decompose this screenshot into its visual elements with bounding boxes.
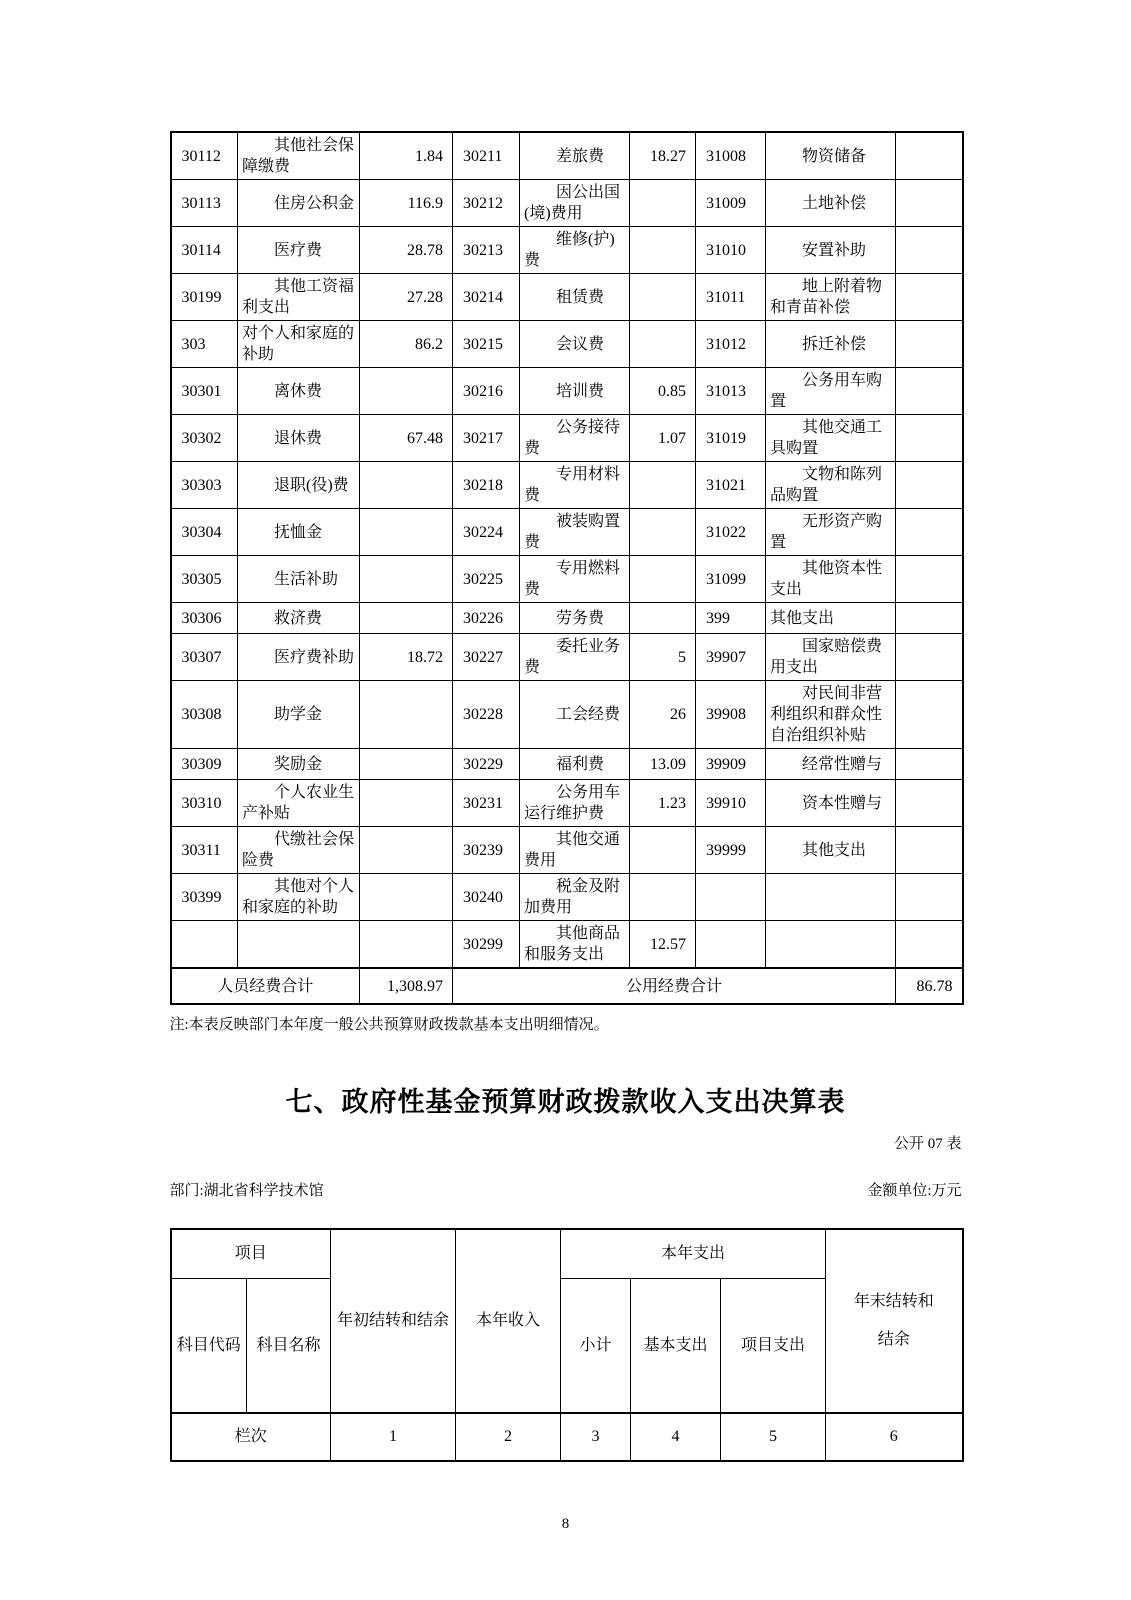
name-cell: 医疗费 (238, 227, 360, 274)
value-cell (896, 921, 963, 969)
value-cell (896, 180, 963, 227)
code-cell: 30199 (171, 274, 238, 321)
table-row (171, 274, 963, 321)
name-cell: 代缴社会保险费 (238, 827, 360, 874)
code-cell: 31021 (696, 462, 766, 509)
column-index-label: 栏次 (171, 1413, 331, 1461)
name-cell: 公务接待费 (520, 415, 630, 462)
code-cell: 30301 (171, 368, 238, 415)
value-cell: 86.2 (360, 321, 453, 368)
code-cell: 39909 (696, 749, 766, 780)
value-cell: 116.9 (360, 180, 453, 227)
value-cell (896, 509, 963, 556)
totals-row (171, 968, 963, 1004)
code-cell: 31099 (696, 556, 766, 603)
column-index-row (171, 1413, 963, 1461)
gov-fund-budget-table (170, 1228, 964, 1462)
code-cell: 39907 (696, 634, 766, 681)
name-cell: 资本性赠与 (766, 780, 896, 827)
code-cell: 30218 (453, 462, 520, 509)
value-cell: 1.84 (360, 132, 453, 180)
code-cell: 30299 (453, 921, 520, 969)
public-total-value: 86.78 (896, 968, 963, 1004)
value-cell: 1.07 (630, 415, 696, 462)
value-cell (360, 681, 453, 749)
code-cell: 30307 (171, 634, 238, 681)
value-cell (896, 749, 963, 780)
name-cell: 住房公积金 (238, 180, 360, 227)
code-cell: 30240 (453, 874, 520, 921)
subtotal-header: 小计 (561, 1279, 631, 1414)
value-cell (896, 274, 963, 321)
table-row (171, 634, 963, 681)
name-cell: 土地补偿 (766, 180, 896, 227)
value-cell (360, 780, 453, 827)
column-index-1: 1 (331, 1413, 456, 1461)
name-cell: 福利费 (520, 749, 630, 780)
name-cell: 其他支出 (766, 827, 896, 874)
value-cell: 0.85 (630, 368, 696, 415)
code-cell: 30399 (171, 874, 238, 921)
name-cell: 其他工资福利支出 (238, 274, 360, 321)
name-cell: 文物和陈列品购置 (766, 462, 896, 509)
column-index-3: 3 (561, 1413, 631, 1461)
name-cell: 物资储备 (766, 132, 896, 180)
table-row (171, 462, 963, 509)
name-cell: 会议费 (520, 321, 630, 368)
name-cell: 奖励金 (238, 749, 360, 780)
value-cell (896, 368, 963, 415)
code-cell: 39908 (696, 681, 766, 749)
code-cell: 30308 (171, 681, 238, 749)
table-row (171, 874, 963, 921)
name-cell: 无形资产购置 (766, 509, 896, 556)
value-cell (360, 509, 453, 556)
table-row (171, 227, 963, 274)
code-cell: 399 (696, 603, 766, 634)
name-cell: 因公出国(境)费用 (520, 180, 630, 227)
personnel-total-label: 人员经费合计 (171, 968, 360, 1004)
code-cell: 31009 (696, 180, 766, 227)
public-table-label: 公开 07 表 (893, 1136, 962, 1152)
page-content (170, 0, 962, 1535)
project-expense-header: 项目支出 (721, 1279, 826, 1414)
table-row (171, 321, 963, 368)
value-cell (896, 462, 963, 509)
name-cell: 劳务费 (520, 603, 630, 634)
value-cell (360, 462, 453, 509)
code-cell: 30309 (171, 749, 238, 780)
code-cell: 31012 (696, 321, 766, 368)
value-cell (360, 368, 453, 415)
name-cell: 专用燃料费 (520, 556, 630, 603)
value-cell (630, 556, 696, 603)
year-expense-header: 本年支出 (561, 1229, 826, 1279)
name-cell (766, 874, 896, 921)
value-cell: 5 (630, 634, 696, 681)
value-cell (630, 509, 696, 556)
code-cell: 31013 (696, 368, 766, 415)
code-cell: 30306 (171, 603, 238, 634)
code-cell: 31022 (696, 509, 766, 556)
code-cell: 30239 (453, 827, 520, 874)
value-cell (896, 132, 963, 180)
code-cell: 30216 (453, 368, 520, 415)
value-cell (630, 274, 696, 321)
value-cell: 1.23 (630, 780, 696, 827)
value-cell (896, 321, 963, 368)
value-cell (630, 321, 696, 368)
column-index-4: 4 (631, 1413, 721, 1461)
code-cell (696, 921, 766, 969)
public-total-label: 公用经费合计 (453, 968, 896, 1004)
end-balance-header: 年末结转和结余 (826, 1229, 963, 1413)
value-cell (360, 556, 453, 603)
table-row (171, 603, 963, 634)
name-cell: 对个人和家庭的补助 (238, 321, 360, 368)
table-row (171, 921, 963, 969)
name-cell: 其他社会保障缴费 (238, 132, 360, 180)
value-cell (896, 681, 963, 749)
subject-name-header: 科目名称 (247, 1279, 331, 1414)
code-cell: 30310 (171, 780, 238, 827)
table-row (171, 180, 963, 227)
name-cell: 专用材料费 (520, 462, 630, 509)
value-cell (630, 462, 696, 509)
value-cell (896, 827, 963, 874)
value-cell (896, 603, 963, 634)
table-row (171, 556, 963, 603)
value-cell (896, 415, 963, 462)
name-cell: 工会经费 (520, 681, 630, 749)
name-cell: 其他商品和服务支出 (520, 921, 630, 969)
name-cell: 离休费 (238, 368, 360, 415)
value-cell: 67.48 (360, 415, 453, 462)
column-index-6: 6 (826, 1413, 963, 1461)
code-cell: 30215 (453, 321, 520, 368)
code-cell (171, 921, 238, 969)
value-cell: 18.72 (360, 634, 453, 681)
code-cell: 30226 (453, 603, 520, 634)
code-cell: 30114 (171, 227, 238, 274)
code-cell: 31011 (696, 274, 766, 321)
code-cell: 30311 (171, 827, 238, 874)
value-cell (360, 603, 453, 634)
name-cell: 维修(护)费 (520, 227, 630, 274)
name-cell: 其他交通费用 (520, 827, 630, 874)
name-cell: 退休费 (238, 415, 360, 462)
code-cell: 30227 (453, 634, 520, 681)
value-cell (896, 874, 963, 921)
table-note: 注:本表反映部门本年度一般公共预算财政拨款基本支出明细情况。 (169, 1017, 609, 1033)
name-cell: 税金及附加费用 (520, 874, 630, 921)
name-cell: 差旅费 (520, 132, 630, 180)
begin-balance-header: 年初结转和结余 (331, 1229, 456, 1413)
basic-expense-header: 基本支出 (631, 1279, 721, 1414)
personnel-total-value: 1,308.97 (360, 968, 453, 1004)
unit-label: 金额单位:万元 (867, 1183, 962, 1199)
name-cell: 抚恤金 (238, 509, 360, 556)
name-cell: 租赁费 (520, 274, 630, 321)
value-cell (630, 827, 696, 874)
value-cell (360, 749, 453, 780)
item-header: 项目 (171, 1229, 331, 1279)
page-number: 8 (561, 1516, 570, 1532)
name-cell (766, 921, 896, 969)
name-cell: 培训费 (520, 368, 630, 415)
code-cell: 31008 (696, 132, 766, 180)
section-title: 七、政府性基金预算财政拨款收入支出决算表 (285, 1087, 846, 1117)
name-cell: 医疗费补助 (238, 634, 360, 681)
value-cell (360, 827, 453, 874)
name-cell: 其他交通工具购置 (766, 415, 896, 462)
name-cell: 生活补助 (238, 556, 360, 603)
value-cell (896, 227, 963, 274)
code-cell: 30211 (453, 132, 520, 180)
name-cell: 退职(役)费 (238, 462, 360, 509)
name-cell: 救济费 (238, 603, 360, 634)
basic-expenditure-detail-table (170, 131, 964, 1005)
value-cell: 13.09 (630, 749, 696, 780)
table-row (171, 780, 963, 827)
value-cell (360, 921, 453, 969)
name-cell (238, 921, 360, 969)
year-income-header: 本年收入 (456, 1229, 561, 1413)
column-index-2: 2 (456, 1413, 561, 1461)
value-cell: 18.27 (630, 132, 696, 180)
name-cell: 其他支出 (766, 603, 896, 634)
name-cell: 地上附着物和青苗补偿 (766, 274, 896, 321)
value-cell (630, 227, 696, 274)
code-cell: 30214 (453, 274, 520, 321)
code-cell (696, 874, 766, 921)
table-row (171, 509, 963, 556)
name-cell: 其他资本性支出 (766, 556, 896, 603)
code-cell: 30113 (171, 180, 238, 227)
name-cell: 委托业务费 (520, 634, 630, 681)
table-row (171, 827, 963, 874)
header-row-1 (171, 1229, 963, 1279)
code-cell: 39999 (696, 827, 766, 874)
table-row (171, 415, 963, 462)
department-label: 部门:湖北省科学技术馆 (169, 1183, 324, 1199)
name-cell: 拆迁补偿 (766, 321, 896, 368)
value-cell (630, 874, 696, 921)
department-line (170, 1181, 962, 1202)
code-cell: 303 (171, 321, 238, 368)
name-cell: 个人农业生产补贴 (238, 780, 360, 827)
value-cell: 28.78 (360, 227, 453, 274)
table-row (171, 681, 963, 749)
column-index-5: 5 (721, 1413, 826, 1461)
table-row (171, 132, 963, 180)
name-cell: 公务用车运行维护费 (520, 780, 630, 827)
code-cell: 30112 (171, 132, 238, 180)
code-cell: 31010 (696, 227, 766, 274)
subject-code-header: 科目代码 (171, 1279, 247, 1414)
name-cell: 国家赔偿费用支出 (766, 634, 896, 681)
code-cell: 30225 (453, 556, 520, 603)
value-cell: 27.28 (360, 274, 453, 321)
name-cell: 助学金 (238, 681, 360, 749)
name-cell: 对民间非营利组织和群众性自治组织补贴 (766, 681, 896, 749)
code-cell: 30229 (453, 749, 520, 780)
code-cell: 30303 (171, 462, 238, 509)
value-cell (630, 603, 696, 634)
code-cell: 30304 (171, 509, 238, 556)
code-cell: 30228 (453, 681, 520, 749)
code-cell: 39910 (696, 780, 766, 827)
code-cell: 30212 (453, 180, 520, 227)
code-cell: 30224 (453, 509, 520, 556)
code-cell: 30213 (453, 227, 520, 274)
table1-rows (171, 132, 963, 968)
table-row (171, 749, 963, 780)
name-cell: 被装购置费 (520, 509, 630, 556)
code-cell: 30302 (171, 415, 238, 462)
value-cell (360, 874, 453, 921)
value-cell: 12.57 (630, 921, 696, 969)
name-cell: 其他对个人和家庭的补助 (238, 874, 360, 921)
value-cell: 26 (630, 681, 696, 749)
code-cell: 31019 (696, 415, 766, 462)
code-cell: 30231 (453, 780, 520, 827)
code-cell: 30217 (453, 415, 520, 462)
value-cell (896, 556, 963, 603)
value-cell (896, 780, 963, 827)
code-cell: 30305 (171, 556, 238, 603)
value-cell (896, 634, 963, 681)
name-cell: 安置补助 (766, 227, 896, 274)
value-cell (630, 180, 696, 227)
name-cell: 公务用车购置 (766, 368, 896, 415)
table-row (171, 368, 963, 415)
name-cell: 经常性赠与 (766, 749, 896, 780)
